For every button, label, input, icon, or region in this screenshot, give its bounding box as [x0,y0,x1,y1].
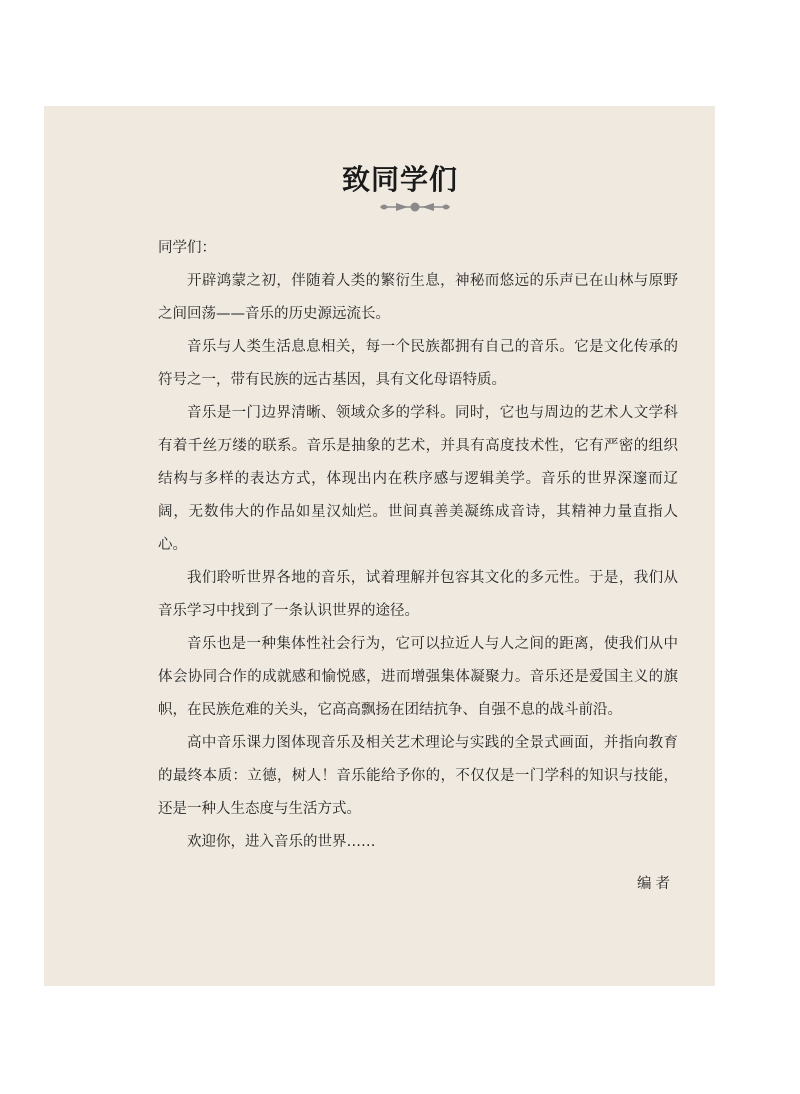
signature: 编者 [637,876,674,892]
paragraph-2: 音乐与人类生活息息相关，每一个民族都拥有自己的音乐。它是文化传承的符号之一，带有民族的远古基因，具有文化母语特质。 [158,339,678,388]
salutation: 同学们： [158,240,216,256]
paragraph-7: 欢迎你，进入音乐的世界…… [187,834,376,850]
paragraph-3: 音乐是一门边界清晰、领域众多的学科。同时，它也与周边的艺术人文学科有着千丝万缕的联系。音乐是抽象的艺术，并具有高度技术性，它有严密的组织结构与多样的表达方式，体现出内在秩序感与逻辑美学。音乐的世界深邃而辽阔，无数伟大的作品如星汉灿烂。世间真善美凝练成音诗，其精神力量直指人心。 [158,405,678,553]
paragraph-5: 音乐也是一种集体性社会行为，它可以拉近人与人之间的距离，使我们从中体会协同合作的成就感和愉悦感，进而增强集体凝聚力。音乐还是爱国主义的旗帜，在民族危难的关头，它高高飘扬在团结抗争、自强不息的战斗前沿。 [158,636,678,718]
title-ornament-icon [378,198,452,216]
paragraph-1: 开辟鸿蒙之初，伴随着人类的繁衍生息，神秘而悠远的乐声已在山林与原野之间回荡——音乐的历史源远流长。 [158,273,678,322]
page-title: 致同学们 [341,163,458,196]
letter-body [158,232,678,859]
paragraph-4: 我们聆听世界各地的音乐，试着理解并包容其文化的多元性。于是，我们从音乐学习中找到了一条认识世界的途径。 [158,570,678,619]
paragraph-6: 高中音乐课力图体现音乐及相关艺术理论与实践的全景式画面，并指向教育的最终本质：立德，树人！音乐能给予你的，不仅仅是一门学科的知识与技能，还是一种人生态度与生活方式。 [158,735,678,817]
